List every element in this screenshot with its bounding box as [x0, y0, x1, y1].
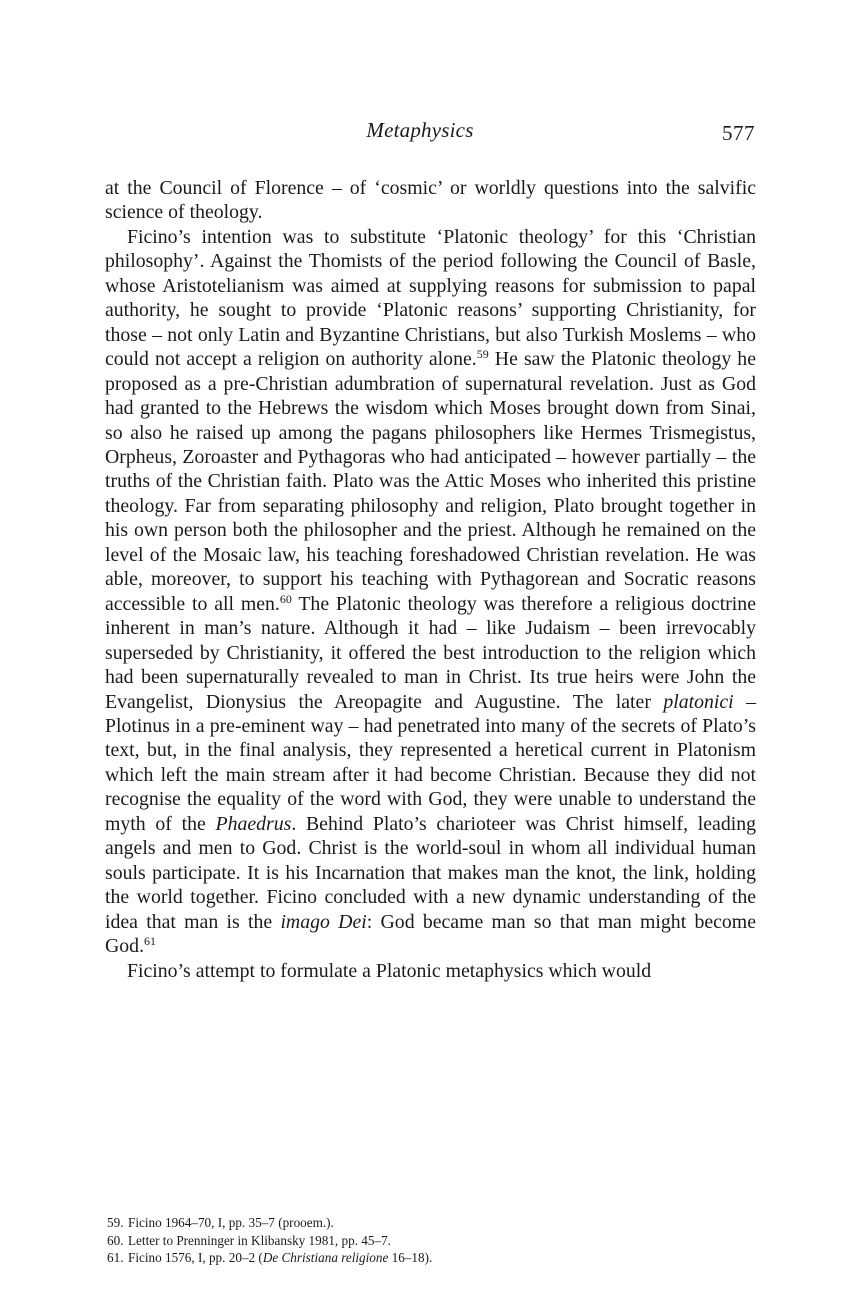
footnote-text: Ficino 1576, I, pp. 20–2 (	[128, 1250, 263, 1265]
italic-term-platonici: platonici	[663, 690, 734, 713]
footnotes	[105, 1214, 756, 1267]
footnote-number: 61.	[107, 1250, 124, 1265]
footnote-number: 60.	[107, 1232, 124, 1248]
footnote-text: 16–18).	[388, 1250, 433, 1265]
footnote-61	[105, 1249, 756, 1267]
footnote-60	[105, 1232, 756, 1250]
running-head	[0, 118, 861, 158]
paragraph-1: at the Council of Florence – of ‘cosmic’ or worldly questions into the salvific science of theology.	[105, 177, 756, 224]
italic-title-phaedrus: Phaedrus	[215, 812, 292, 835]
footnote-text: Letter to Prenninger in Klibansky 1981, pp. 45–7.	[128, 1232, 391, 1248]
body-text	[105, 176, 756, 983]
footnote-59	[105, 1214, 756, 1232]
chapter-title: Metaphysics	[366, 118, 474, 142]
text-run: Ficino’s intention was to substitute ‘Platonic theology’ for this ‘Christian philosophy’. Against the Thomists of the period following the Council of Basle, whose Aristotelianism was aimed at supplying reasons for submission to papal authority, he sought to provide ‘Platonic reasons’ supporting Christianity, for those – not only Latin and Byzantine Christians, but also Turkish Moslems – who could not accept a religion on authority alone.	[105, 225, 756, 371]
footnote-ref-61: 61	[144, 934, 157, 949]
text-run: He saw the Platonic theology he proposed as a pre-Christian adumbration of supernatural revelation. Just as God had granted to the Hebrews the wisdom which Moses brought down from Sinai, so also he raised up among the pagans philosophers like Hermes Trismegistus, Orpheus, Zoroaster and Pythagoras who had anticipated – however partially – the truths of the Christian faith. Plato was the Attic Moses who inherited this pristine theology. Far from separating philosophy and religion, Plato brought together in his own person both the philosopher and the priest. Although he remained on the level of the Mosaic law, his teaching foreshadowed Christian revelation. He was able, moreover, to support his teaching with Pythagorean and Socratic reasons accessible to all men.	[105, 348, 756, 615]
text-run: The Platonic theology was therefore a religious doctrine inherent in man’s nature. Although it had – like Judaism – been irrevocably superseded by Christianity, it offered the best introduction to the religion which had been supernaturally revealed to man in Christ. Its true heirs were John the Evangelist, Dionysius the Areopagite and Augustine. The later	[105, 592, 756, 713]
footnote-number: 59.	[107, 1215, 124, 1230]
page-number: 577	[722, 121, 755, 145]
paragraph-2	[105, 225, 756, 959]
footnote-text: Ficino 1964–70, I, pp. 35–7 (prooem.).	[128, 1215, 334, 1230]
italic-term-imago-dei: imago Dei	[280, 910, 367, 933]
footnote-ref-59: 59	[476, 347, 489, 362]
footnote-ref-60: 60	[279, 591, 292, 606]
text-run: : God became man so that man might become God.	[105, 910, 756, 958]
text-run: – Plotinus in a pre-eminent way – had penetrated into many of the secrets of Plato’s text, but, in the final analysis, they represented a heretical current in Platonism which left the main stream after it had become Christian. Because they did not recognise the equality of the word with God, they were unable to understand the myth of the	[105, 690, 756, 835]
paragraph-3: Ficino’s attempt to formulate a Platonic metaphysics which would	[127, 959, 652, 982]
text-run: . Behind Plato’s charioteer was Christ himself, leading angels and men to God. Christ is the world-soul in whom all individual human souls participate. It is his Incarnation that makes man the knot, the link, holding the world together. Ficino concluded with a new dynamic understanding of the idea that man is the	[105, 812, 756, 933]
footnote-italic-title: De Christiana religione	[262, 1250, 389, 1265]
